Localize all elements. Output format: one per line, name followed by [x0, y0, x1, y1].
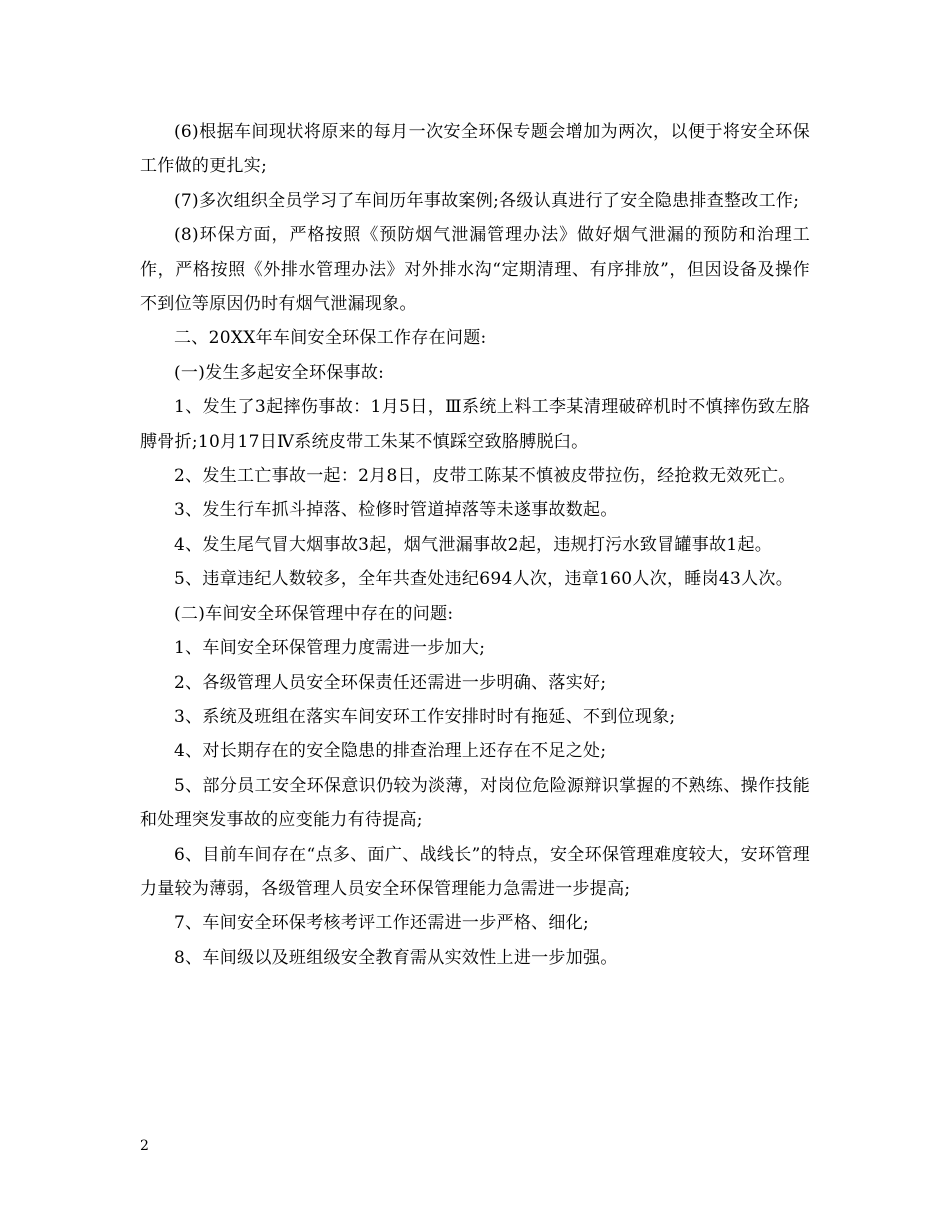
- accident-item-3: 3、发生行车抓斗掉落、检修时管道掉落等未遂事故数起。: [174, 500, 618, 521]
- management-item-1: 1、车间安全环保管理力度需进一步加大;: [174, 638, 486, 659]
- accident-item-2: 2、发生工亡事故一起：2月8日，皮带工陈某不慎被皮带拉伤，经抢救无效死亡。: [174, 466, 796, 487]
- paragraph-item-8-environmental: (8)环保方面，严格按照《预防烟气泄漏管理办法》做好烟气泄漏的预防和治理工作，严格按照《外排水管理办法》对外排水沟“定期清理、有序排放”，但因设备及操作不到位等原因仍时有烟气泄漏现象。: [140, 225, 810, 315]
- subsection-heading-management: (二)车间安全环保管理中存在的问题:: [174, 603, 454, 624]
- paragraph-item-7: (7)多次组织全员学习了车间历年事故案例;各级认真进行了安全隐患排查整改工作;: [174, 190, 800, 211]
- accident-item-1: 1、发生了3起摔伤事故：1月5日，Ⅲ系统上料工李某清理破碎机时不慎摔伤致左胳膊骨折;10月17日Ⅳ系统皮带工朱某不慎踩空致胳膊脱臼。: [140, 397, 810, 452]
- management-item-7: 7、车间安全环保考核考评工作还需进一步严格、细化;: [174, 913, 590, 934]
- management-item-2: 2、各级管理人员安全环保责任还需进一步明确、落实好;: [174, 672, 607, 693]
- document-body: [140, 115, 810, 975]
- accident-item-5: 5、违章违纪人数较多，全年共查处违纪694人次，违章160人次，睡岗43人次。: [174, 569, 794, 590]
- paragraph-item-6: (6)根据车间现状将原来的每月一次安全环保专题会增加为两次，以便于将安全环保工作做的更扎实;: [140, 122, 810, 177]
- accident-item-4: 4、发生尾气冒大烟事故3起，烟气泄漏事故2起，违规打污水致冒罐事故1起。: [174, 534, 773, 555]
- section-heading-problems: 二、20XX年车间安全环保工作存在问题:: [174, 328, 487, 349]
- management-item-3: 3、系统及班组在落实车间安环工作安排时时有拖延、不到位现象;: [174, 706, 676, 727]
- page-number: 2: [140, 1138, 149, 1154]
- management-item-4: 4、对长期存在的安全隐患的排查治理上还存在不足之处;: [174, 741, 607, 762]
- management-item-5: 5、部分员工安全环保意识仍较为淡薄，对岗位危险源辩识掌握的不熟练、操作技能和处理突发事故的应变能力有待提高;: [140, 775, 810, 831]
- management-item-6: 6、目前车间存在“点多、面广、战线长”的特点，安全环保管理难度较大，安环管理力量较为薄弱，各级管理人员安全环保管理能力急需进一步提高;: [140, 844, 810, 899]
- management-item-8: 8、车间级以及班组级安全教育需从实效性上进一步加强。: [174, 947, 618, 968]
- subsection-heading-accidents: (一)发生多起安全环保事故:: [174, 362, 385, 383]
